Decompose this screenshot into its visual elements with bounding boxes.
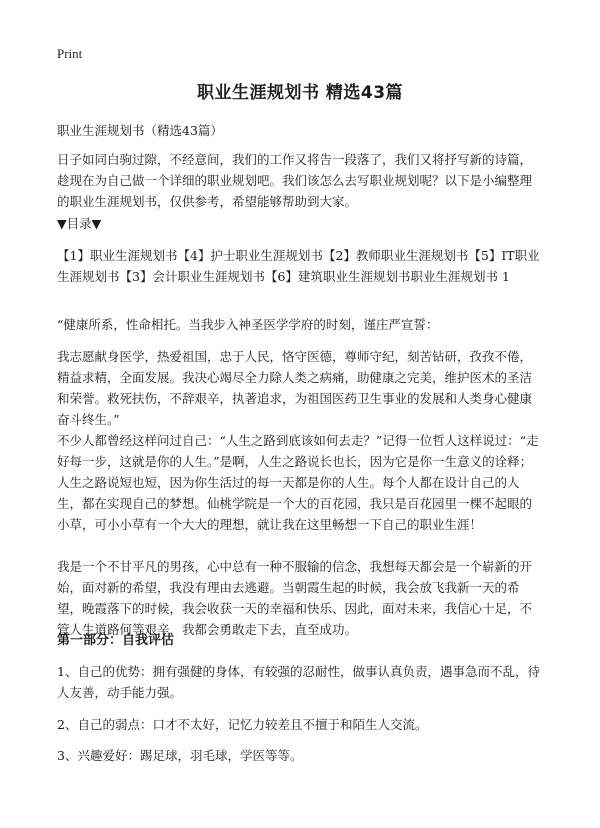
toc-item-6[interactable]: 【6】建筑职业生涯规划书	[264, 269, 411, 284]
toc-item-3[interactable]: 【3】会计职业生涯规划书	[119, 269, 265, 284]
toc-item-5[interactable]: 【5】IT职业生涯规划书	[57, 248, 540, 284]
intro-paragraph: 日子如同白驹过隙，不经意间，我们的工作又将告一段落了，我们又将抒写新的诗篇，趁现在为自己做一个详细的职业规划吧。我们该怎么去写职业规划呢？以下是小编整理的职业生涯规划书，仅供参考，希望能够帮助到大家。	[57, 152, 533, 209]
toc-toggle[interactable]: ▼目录▼	[57, 216, 102, 231]
print-link[interactable]: Print	[57, 46, 83, 61]
page-title: 职业生涯规划书 精选43篇	[196, 83, 404, 103]
oath-intro-paragraph: “健康所系，性命相托。当我步入神圣医学学府的时刻，谨庄严宣誓：	[57, 317, 439, 332]
self-paragraph: 我是一个不甘平凡的男孩，心中总有一种不服输的信念，我想每天都会是一个崭新的开始，面对新的希望，我没有理由去逃避。当朝霞生起的时候，我会放飞我新一天的希望，晚霞落下的时候，我会收获一天的幸福和快乐、因此，面对未来，我信心十足，不管人生道路何等艰辛，我都会勇敢走下去，直至成功。	[57, 559, 533, 637]
toc-item-4[interactable]: 【4】护士职业生涯规划书	[177, 248, 323, 263]
document-subtitle: 职业生涯规划书（精选43篇）	[57, 123, 223, 138]
list-item: 3、兴趣爱好：踢足球，羽毛球，学医等等。	[57, 748, 303, 763]
list-item: 2、自己的弱点：口才不太好，记忆力较差且不擅于和陌生人交流。	[57, 717, 428, 732]
toc-item-2[interactable]: 【2】教师职业生涯规划书	[322, 248, 469, 263]
reflection-paragraph: 不少人都曾经这样问过自己：“人生之路到底该如何去走？”记得一位哲人这样说过：“走好每一步，这就是你的人生。”是啊，人生之路说长也长，因为它是你一生意义的诠释；人生之路说短也短，因为你生活过的每一天都是你的人生。每个人都在设计自己的人生，都在实现自己的梦想。仙桃学院是一个大的百花园，我只是百花园里一棵不起眼的小草，可小小草有一个大大的理想，就让我在这里畅想一下自己的职业生涯！	[57, 433, 539, 532]
toc-list	[57, 245, 543, 287]
oath-body-paragraph: 我志愿献身医学，热爱祖国，忠于人民，恪守医德，尊师守纪，刻苦钻研，孜孜不倦，精益求精，全面发展。我决心竭尽全力除人类之病痛，助健康之完美，维护医术的圣洁和荣誉。救死扶伤，不辞艰辛，执著追求，为祖国医药卫生事业的发展和人类身心健康奋斗终生。”	[57, 349, 533, 427]
toc-section-heading: 职业生涯规划书 1	[410, 269, 510, 284]
list-item: 1、自己的优势：拥有强健的身体，有较强的忍耐性，做事认真负责，遇事急而不乱，待人友善，动手能力强。	[57, 664, 540, 700]
section-heading: 第一部分：自我评估	[57, 633, 175, 648]
toc-item-1[interactable]: 【1】职业生涯规划书	[57, 248, 178, 263]
